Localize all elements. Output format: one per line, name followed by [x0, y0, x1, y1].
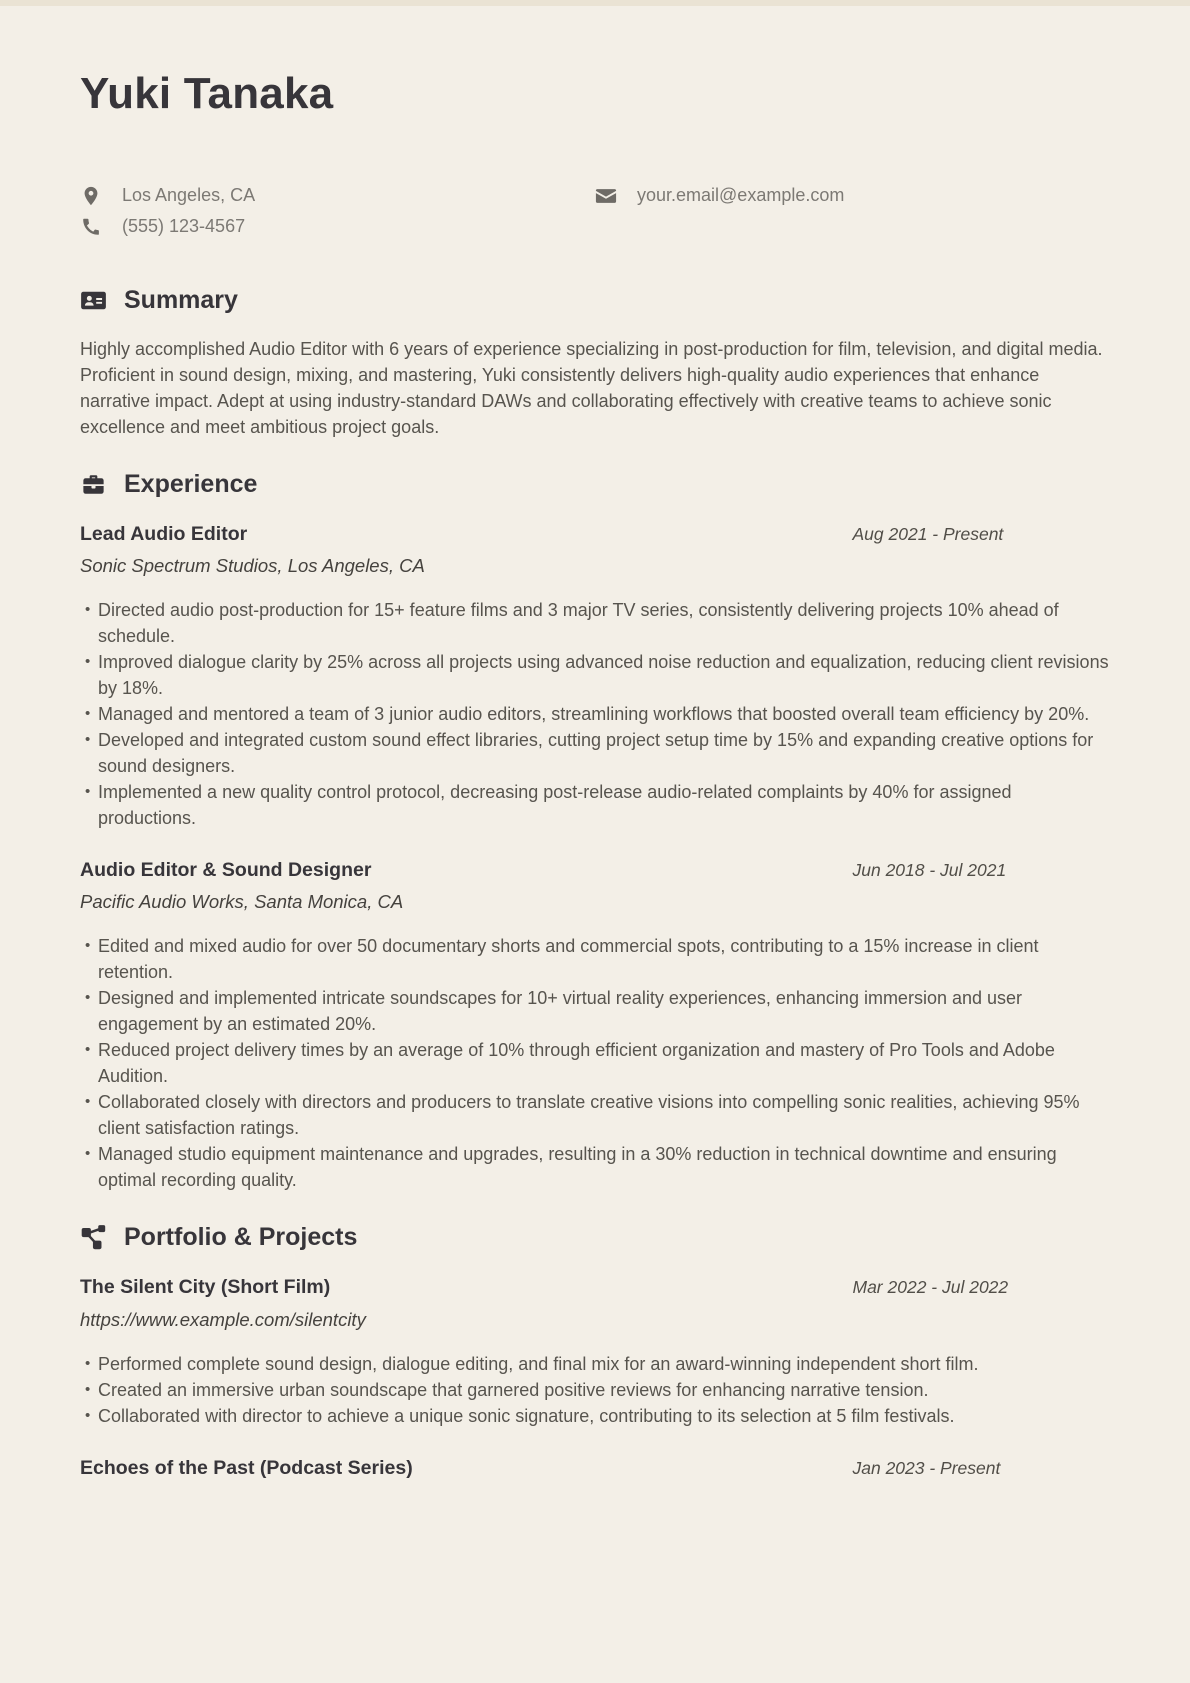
- project-title: The Silent City (Short Film): [80, 1276, 331, 1299]
- job-bullet: • Designed and implemented intricate soundscapes for 10+ virtual reality experiences, enhancing immersion and user engagement by an estimated 20%.: [85, 985, 1110, 1037]
- job-title: Audio Editor & Sound Designer: [80, 859, 372, 882]
- entry-header: [80, 1274, 1110, 1300]
- job-bullet: • Developed and integrated custom sound effect libraries, cutting project setup time by 15% and expanding creative options for sound designers.: [85, 727, 1110, 779]
- project-dates: Jan 2023 - Present: [852, 1457, 1001, 1478]
- summary-text: Highly accomplished Audio Editor with 6 years of experience specializing in post-production for film, television, and digital media. Proficient in sound design, mixing, and mastering, Yuki consistently delivers high-quality audio experiences that enhance narrative impact. Adept at using industry-standard DAWs and collaborating effectively with creative teams to achieve sonic excellence and meet ambitious project goals.: [80, 338, 1103, 437]
- project-link[interactable]: https://www.example.com/silentcity: [80, 1308, 366, 1330]
- experience-section-header: [80, 470, 1110, 499]
- job-bullet: • Implemented a new quality control protocol, decreasing post-release audio-related complaints by 40% for assigned productions.: [85, 779, 1110, 831]
- project-bullet: • Created an immersive urban soundscape that garnered positive reviews for enhancing narrative tension.: [85, 1377, 1110, 1403]
- project-bullet: • Performed complete sound design, dialogue editing, and final mix for an award-winning independent short film.: [85, 1351, 1110, 1377]
- section-summary: [80, 286, 1110, 440]
- section-portfolio: [80, 1223, 1110, 1481]
- contact-info: [80, 185, 1110, 238]
- resume-content: [0, 68, 1190, 1481]
- summary-section-title: Summary: [124, 285, 238, 314]
- job-bullet: • Collaborated closely with directors and producers to translate creative visions into compelling sonic realities, achieving 95% client satisfaction ratings.: [85, 1089, 1110, 1141]
- job-dates: Aug 2021 - Present: [852, 523, 1004, 544]
- job-bullet-list: [80, 933, 1110, 1193]
- contact-email-text[interactable]: your.email@example.com: [637, 185, 845, 206]
- address-card-icon: [80, 287, 107, 314]
- section-experience: [80, 470, 1110, 1194]
- envelope-icon: [595, 185, 617, 207]
- project-diagram-icon: [80, 1224, 107, 1251]
- job-bullet: • Managed studio equipment maintenance and upgrades, resulting in a 30% reduction in technical downtime and ensuring optimal recording quality.: [85, 1141, 1110, 1193]
- contact-email: [595, 185, 1110, 207]
- portfolio-section-header: [80, 1223, 1110, 1252]
- summary-section-header: [80, 286, 1110, 315]
- contact-phone: [80, 216, 595, 238]
- resume-name: Yuki Tanaka: [80, 69, 334, 118]
- experience-entry: [80, 521, 1110, 831]
- experience-section-title: Experience: [124, 469, 258, 498]
- page-top-accent: [0, 0, 1190, 6]
- location-pin-icon: [80, 185, 102, 207]
- job-dates: Jun 2018 - Jul 2021: [852, 860, 1007, 881]
- project-dates: Mar 2022 - Jul 2022: [852, 1277, 1009, 1298]
- project-entry: [80, 1274, 1110, 1428]
- project-entry: [80, 1455, 1110, 1481]
- experience-entry: [80, 857, 1110, 1193]
- entry-header: [80, 1455, 1110, 1481]
- company-name: Sonic Spectrum Studios, Los Angeles, CA: [80, 555, 425, 577]
- job-title: Lead Audio Editor: [80, 522, 248, 545]
- briefcase-icon: [80, 471, 107, 498]
- project-bullet: • Collaborated with director to achieve a unique sonic signature, contributing to its selection at 5 film festivals.: [85, 1403, 1110, 1429]
- contact-location: [80, 185, 595, 207]
- portfolio-section-title: Portfolio & Projects: [124, 1223, 358, 1252]
- project-bullet-list: [80, 1351, 1110, 1429]
- contact-phone-text: (555) 123-4567: [122, 216, 246, 237]
- entry-header: [80, 857, 1110, 883]
- job-bullet-list: [80, 597, 1110, 831]
- phone-icon: [80, 216, 102, 238]
- job-bullet: • Improved dialogue clarity by 25% across all projects using advanced noise reduction and equalization, reducing client revisions by 18%.: [85, 649, 1110, 701]
- job-bullet: • Reduced project delivery times by an average of 10% through efficient organization and mastery of Pro Tools and Adobe Audition.: [85, 1037, 1110, 1089]
- company-name: Pacific Audio Works, Santa Monica, CA: [80, 891, 404, 913]
- entry-header: [80, 521, 1110, 547]
- job-bullet: • Managed and mentored a team of 3 junior audio editors, streamlining workflows that boosted overall team efficiency by 20%.: [85, 701, 1110, 727]
- job-bullet: • Directed audio post-production for 15+ feature films and 3 major TV series, consistently delivering projects 10% ahead of schedule.: [85, 597, 1110, 649]
- job-bullet: • Edited and mixed audio for over 50 documentary shorts and commercial spots, contributing to a 15% increase in client retention.: [85, 933, 1110, 985]
- project-title: Echoes of the Past (Podcast Series): [80, 1456, 413, 1479]
- contact-location-text: Los Angeles, CA: [122, 185, 256, 206]
